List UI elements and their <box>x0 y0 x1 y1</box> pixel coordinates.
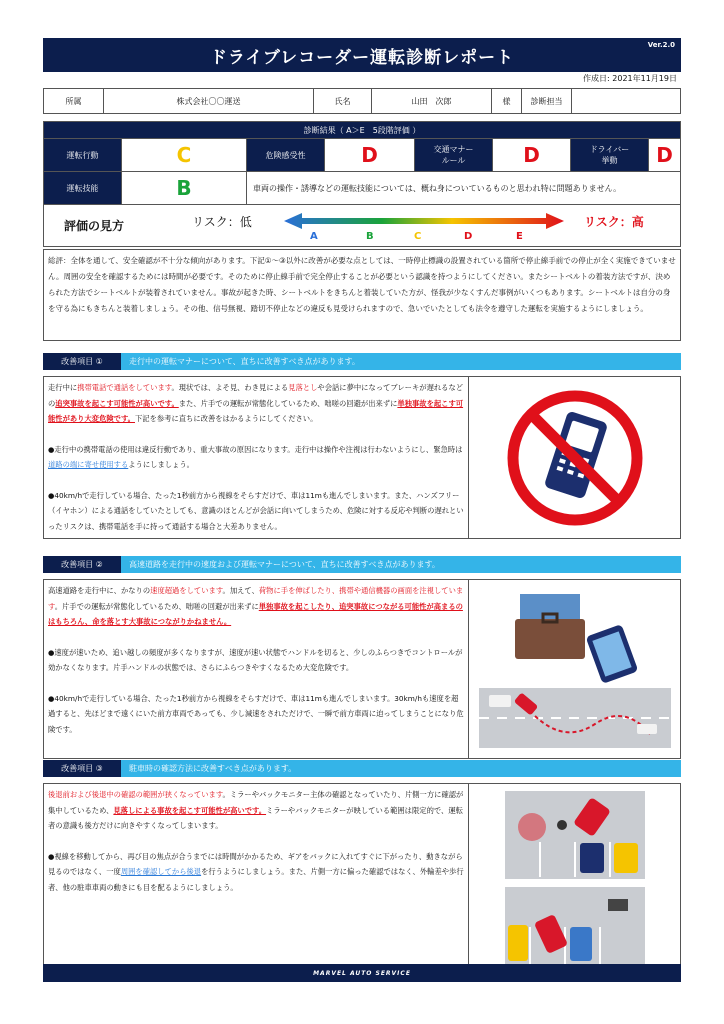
result-label: ドライバー 挙動 <box>571 139 649 171</box>
skill-comment: 車両の操作・誘導などの運転技能については、概ね身についているものと思われ特に問題ありません。 <box>253 183 622 193</box>
company-name: 株式会社〇〇運送 <box>104 89 314 113</box>
text-run: ようにしましょう。 <box>128 460 194 469</box>
text-run: 携帯電話で通話をしています <box>77 383 172 392</box>
highway-illustration <box>469 580 680 758</box>
results-table <box>43 121 681 247</box>
risk-high-label: リスク：高 <box>584 215 644 229</box>
text-run: 下記を参考に直ちに改善をはかるようにしてください。 <box>134 414 318 423</box>
version-label: Ver.2.0 <box>647 41 675 49</box>
text-run: 。ミラーやバックモニター主体の確認となっていたり、片側一方に確認が集中しているため、 <box>48 790 464 815</box>
result-label: 運転行動 <box>44 139 122 171</box>
improvement-2 <box>43 556 681 759</box>
staff-label: 診断担当 <box>522 89 572 113</box>
text-run: 単独事故を起こす可能性があり大変危険です。 <box>48 398 464 423</box>
text-run: 。片手での運転が常態化しているため、咄嗟の回避が出来ずに <box>54 601 259 611</box>
text-run: 見落とし <box>288 383 318 392</box>
text-run: 追突事故を起こす可能性が高いです。 <box>55 398 179 408</box>
improvement-1 <box>43 353 681 539</box>
text-run: ●視線を移動してから、再び目の焦点が合うまでには時間がかかるため、ギアをバックに入れてすぐに下がったり、動きながら見るのではなく、一度 <box>48 851 463 876</box>
text-run: ●40km/hで走行している場合、たった1秒前方から視線をそらすだけで、車は11mも進んでしまいます。30km/hも速度を超過すると、先ほどまで遠くにいた前方車両であっても、少し減速をされただけで、一瞬で前方車両に迫ってしまうことになり危険です。 <box>48 693 464 734</box>
parking-lot-icon <box>500 787 650 972</box>
scale-grade: B <box>366 231 374 242</box>
text-run: や会話に夢中になってブレーキが遅れるなどの <box>48 383 464 408</box>
result-label: 運転技能 <box>44 172 122 204</box>
text-run[interactable]: 周囲を確認してから後退 <box>120 867 202 876</box>
driver-name: 山田 次郎 <box>372 89 492 113</box>
scale-heading: 評価の見方 <box>63 219 124 233</box>
no-phone-illustration <box>469 377 680 538</box>
improvement-title: 走行中の運転マナーについて、直ちに改善すべき点があります。 <box>129 357 360 366</box>
result-label: 交通マナー ルール <box>415 139 493 171</box>
creation-date: 作成日: 2021年11月19日 <box>583 74 677 83</box>
result-grade: C <box>122 139 247 171</box>
result-grade: D <box>656 143 673 167</box>
affiliation-label: 所属 <box>44 89 104 113</box>
text-run: ●速度が速いため、追い越しの頻度が多くなりますが、速度が速い状態でハンドルを切ると、少しのふらつきでコントロールが効かなくなります。片手ハンドルの状態では、さらにふらつきやすくなるため大変危険です。 <box>48 647 463 672</box>
improvement-paragraph <box>48 488 464 535</box>
text-run: を行うようにしましょう。また、片側一方に偏った確認ではなく、外輪差や歩行者、他の駐車車両の動きにも目を配るようにしましょう。 <box>48 867 464 892</box>
improvement-tag: 改善項目 ③ <box>43 760 121 777</box>
text-run: 高速道路を走行中に、かなりの <box>48 586 151 595</box>
improvement-paragraph <box>48 691 464 738</box>
text-run: また、片手での運転が常態化しているため、咄嗟の回避が出来ずに <box>178 398 398 408</box>
result-grade: D <box>493 139 571 171</box>
scale-grade: D <box>464 231 473 242</box>
improvement-title: 高速道路を走行中の速度および運転マナーについて、直ちに改善すべき点があります。 <box>129 560 440 569</box>
result-label: 危険感受性 <box>247 139 325 171</box>
parking-illustration <box>469 784 680 975</box>
improvement-tag: 改善項目 ① <box>43 353 121 370</box>
text-run: ●40km/hで走行している場合、たった1秒前方から視線をそらすだけで、車は11mも進んでしまいます。また、ハンズフリー（イヤホン）による通話をしていたとしても、意識のほとんどが会話に向いてしまうため、危険に対する反応や判断の遅れといったリスクは、携帯電話を手に持って通話する場合と大差ありません。 <box>48 490 464 531</box>
text-run: 走行中に <box>48 383 78 392</box>
improvement-tag: 改善項目 ② <box>43 556 121 573</box>
text-run[interactable]: 道路の端に寄せ使用する <box>48 460 129 469</box>
bag-tablet-road-icon <box>475 584 675 754</box>
report-header <box>43 38 681 72</box>
result-grade: B <box>122 172 247 204</box>
improvement-paragraph <box>48 583 464 630</box>
info-row <box>43 88 681 114</box>
text-run: 単独事故を起こしたり、追突事故につながる可能性が高まるのはもちろん、命を落とす大事故につながりかねません。 <box>48 601 463 626</box>
improvement-paragraph <box>48 645 464 676</box>
improvement-paragraph <box>48 380 464 427</box>
scale-grade: C <box>414 231 422 242</box>
text-run: 速度超過をしています <box>150 586 223 595</box>
risk-gradient-arrow-icon <box>284 211 564 231</box>
improvement-paragraph <box>48 442 464 473</box>
text-run: ミラーやバックモニターが映している範囲は限定的で、運転者の意識も後方だけに向きやすくなってしまいます。 <box>48 805 463 830</box>
text-run: 後退前および後退中の確認の範囲が狭くなっています <box>48 790 223 799</box>
text-run: 。現状では、よそ見、わき見による <box>171 383 289 392</box>
no-phone-icon <box>500 383 650 533</box>
evaluation-scale <box>44 204 680 246</box>
footer-brand: MARVEL AUTO SERVICE <box>43 964 681 982</box>
improvement-paragraph <box>48 787 464 834</box>
name-label: 氏名 <box>314 89 372 113</box>
scale-grade: E <box>516 231 523 242</box>
report-title: ドライブレコーダー運転診断レポート <box>209 47 515 68</box>
result-grade: D <box>325 139 415 171</box>
improvement-paragraph <box>48 849 464 896</box>
honorific: 様 <box>492 89 522 113</box>
text-run: 荷物に手を伸ばしたり、携帯や通信機器の画面を注視しています <box>48 586 464 611</box>
improvement-3 <box>43 760 681 976</box>
text-run: 見落しによる事故を起こす可能性が高いです。 <box>113 805 267 815</box>
scale-grade: A <box>310 231 318 242</box>
improvement-title: 駐車時の確認方法に改善すべき点があります。 <box>129 764 297 773</box>
risk-low-label: リスク：低 <box>192 215 252 229</box>
staff-value <box>572 89 680 113</box>
overall-summary: 総評：全体を通して、安全確認が不十分な傾向があります。下記①～③以外に改善が必要な点としては、一時停止標識の設置されている箇所で停止線手前での停止が全く実施できていません。周囲の安全を確認するためには時間が必要です。そのために停止線手前で完全停止することが必要という認識を持つようにしてください。またシートベルトの着装方法ですが、決められた方法でシートベルトが装着されていません。事故が起きた時、シートベルトをきちんと着装していた方が、怪我が少なくすんだ事例がいくつもあります。シートベルトは自分の身を守る為にもきちんと装着しましょう。その他、信号無視、踏切不停止などの違反も見受けられますので、急いでいたとしても法令を遵守した運転を実施するようにしましょう。 <box>43 249 681 341</box>
text-run: ●走行中の携帯電話の使用は違反行動であり、重大事故の原因になります。走行中は操作や注視は行わないようにし、緊急時は <box>48 444 463 454</box>
text-run: 。加えて、 <box>222 586 259 595</box>
results-heading: 診断結果（ A＞E 5段階評価 ） <box>44 122 680 138</box>
